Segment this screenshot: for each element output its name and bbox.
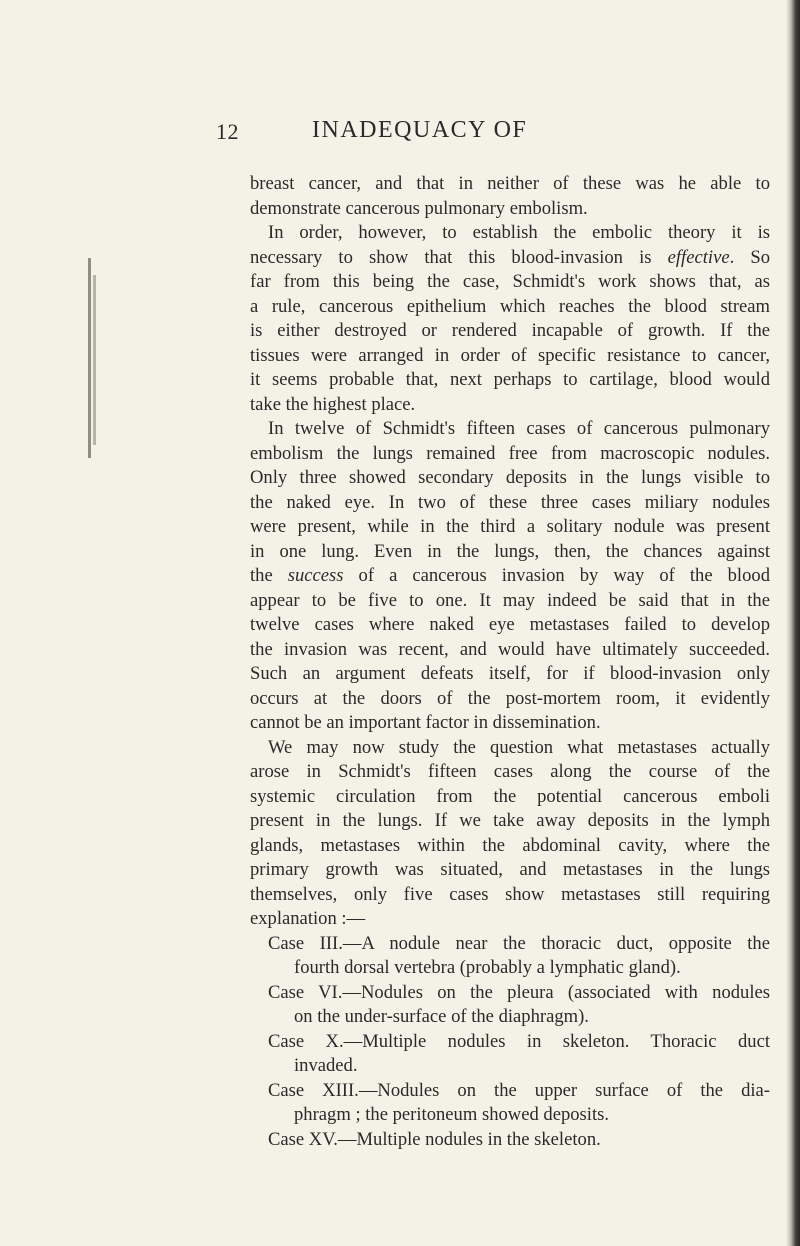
text-line: embolism the lungs remained free from macroscopic nodules. — [250, 442, 770, 464]
text-line: In twelve of Schmidt's fifteen cases of cancerous pulmonary — [268, 418, 770, 439]
text-line: breast cancer, and that in neither of these was he able to — [250, 173, 770, 194]
body-text — [250, 172, 770, 1152]
text-line: it seems probable that, next perhaps to cartilage, blood would — [250, 369, 770, 390]
text-line: the success of a cancerous invasion by way of the blood — [250, 565, 770, 586]
page-number: 12 — [216, 119, 239, 144]
text-line: Case X.—Multiple nodules in skeleton. Thoracic duct — [268, 1030, 770, 1052]
text-line: in one lung. Even in the lungs, then, the chances against — [250, 540, 770, 562]
italic-word: success — [287, 565, 344, 586]
text-line: cannot be an important factor in dissemination. — [250, 712, 601, 733]
text-line: the invasion was recent, and would have ultimately succeeded. — [250, 638, 770, 660]
text-line: far from this being the case, Schmidt's work shows that, as — [250, 271, 770, 292]
margin-pencil-mark — [93, 275, 96, 445]
text-line: Case III.—A nodule near the thoracic duct, opposite the — [268, 932, 770, 954]
text-line: primary growth was situated, and metastases in the lungs — [250, 859, 770, 880]
text-line: take the highest place. — [250, 393, 416, 415]
text-line: the naked eye. In two of these three cases miliary nodules — [250, 491, 770, 513]
text-line: Such an argument defeats itself, for if blood-invasion only — [250, 663, 770, 684]
page-edge-shadow — [786, 0, 800, 1246]
text-line: glands, metastases within the abdominal cavity, where the — [250, 834, 770, 856]
text-line: occurs at the doors of the post-mortem room, it evidently — [250, 687, 770, 709]
text-line: explanation :— — [250, 908, 366, 929]
text-line: tissues were arranged in order of specific resistance to cancer, — [250, 344, 770, 366]
text-line: were present, while in the third a solitary nodule was present — [250, 516, 770, 537]
text-line: We may now study the question what metastases actually — [268, 736, 770, 758]
text-line: arose in Schmidt's fifteen cases along the course of the — [250, 761, 770, 782]
text-line: a rule, cancerous epithelium which reaches the blood stream — [250, 295, 770, 317]
text-line: present in the lungs. If we take away deposits in the lymph — [250, 810, 770, 831]
text-line: Only three showed secondary deposits in the lungs visible to — [250, 467, 770, 488]
text-line: Case XIII.—Nodules on the upper surface of the dia- — [268, 1079, 770, 1101]
text-line: twelve cases where naked eye metastases failed to develop — [250, 614, 770, 635]
text-line: is either destroyed or rendered incapable of growth. If the — [250, 320, 770, 341]
text-line: fourth dorsal vertebra (probably a lymphatic gland). — [294, 957, 681, 978]
text-line: themselves, only five cases show metastases still requiring — [250, 883, 770, 905]
text-line: Case XV.—Multiple nodules in the skeleton. — [268, 1128, 601, 1150]
text-line: systemic circulation from the potential cancerous emboli — [250, 785, 770, 807]
text-line: necessary to show that this blood-invasion is effective. So — [250, 246, 770, 268]
text-line: invaded. — [294, 1055, 358, 1076]
italic-word: effective — [667, 246, 730, 268]
text-line: phragm ; the peritoneum showed deposits. — [294, 1104, 610, 1125]
running-head: INADEQUACY OF — [312, 117, 528, 143]
margin-pencil-mark — [88, 258, 91, 458]
text-line: on the under-surface of the diaphragm). — [294, 1006, 589, 1027]
text-line: appear to be five to one. It may indeed be said that in the — [250, 589, 770, 611]
text-line: demonstrate cancerous pulmonary embolism. — [250, 197, 588, 219]
text-line: Case VI.—Nodules on the pleura (associated with nodules — [268, 981, 770, 1003]
text-line: In order, however, to establish the embolic theory it is — [268, 222, 770, 243]
